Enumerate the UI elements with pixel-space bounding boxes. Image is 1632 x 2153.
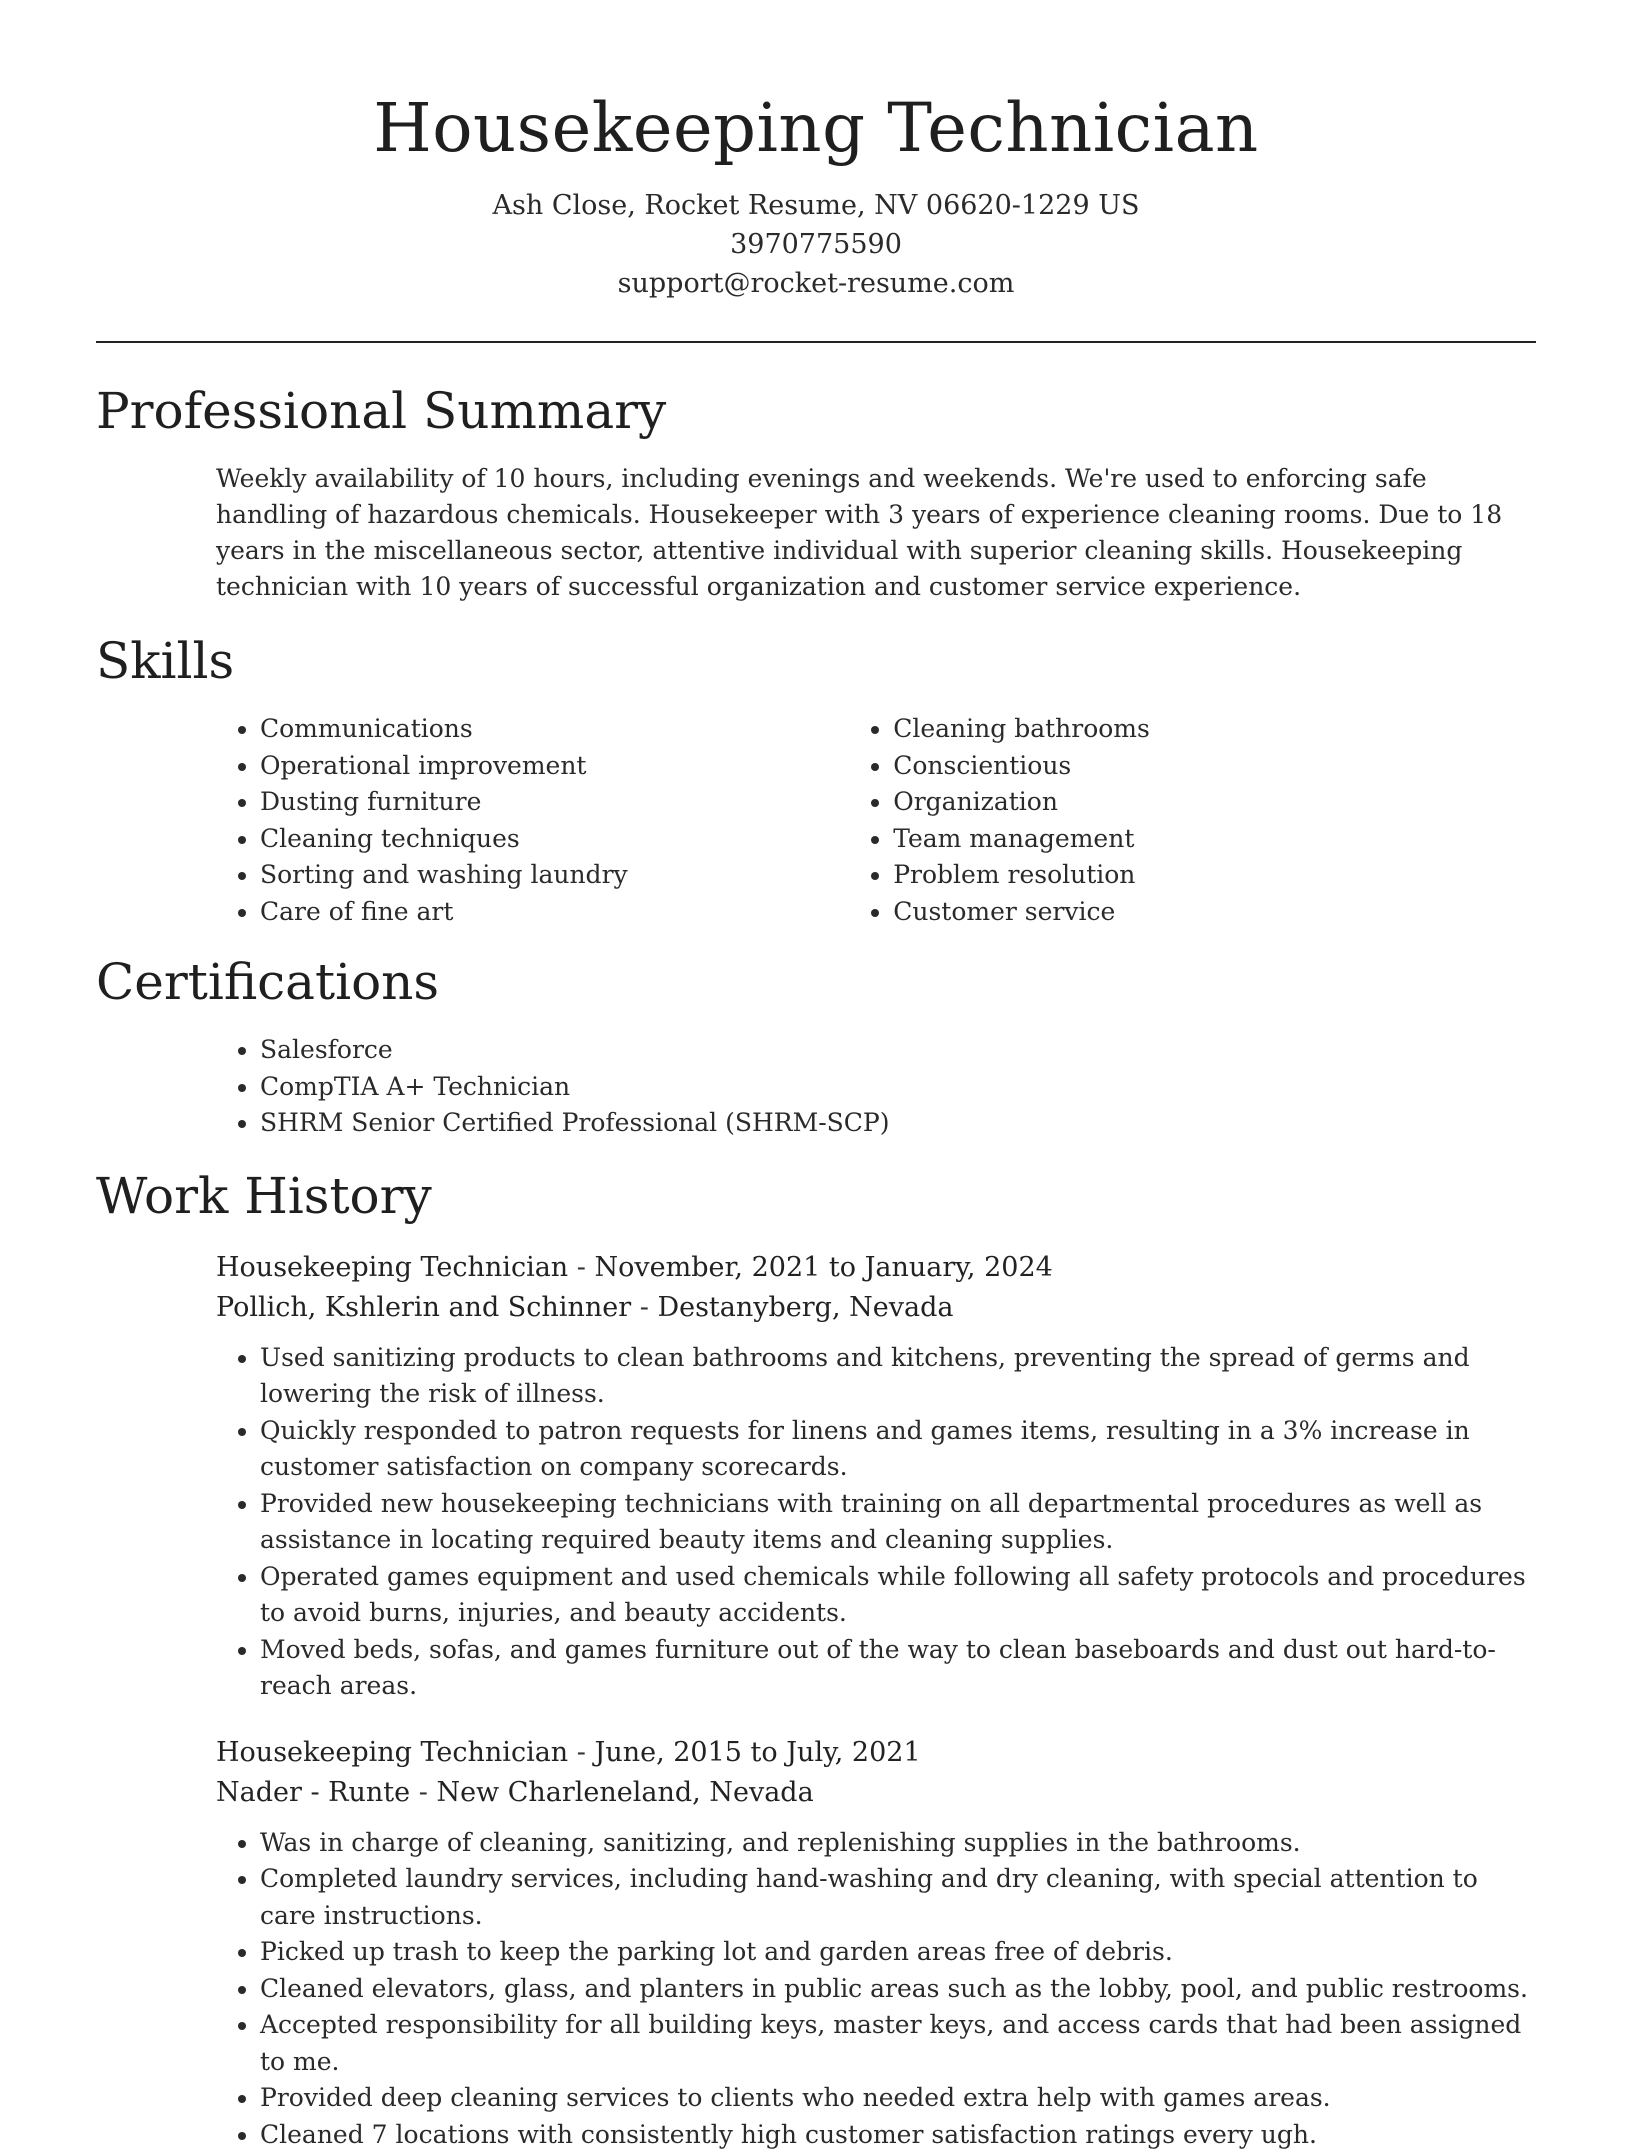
- skill-item: • Customer service: [893, 894, 1536, 931]
- work-history-heading: Work History: [96, 1166, 1536, 1226]
- job-bullet: • Completed laundry services, including hand-washing and dry cleaning, with special attention to care instructions.: [260, 1861, 1536, 1934]
- skill-item: • Operational improvement: [260, 748, 849, 785]
- job-dates: November, 2021 to January, 2024: [595, 1252, 1053, 1283]
- certification-item: • SHRM Senior Certified Professional (SHRM-SCP): [260, 1105, 1536, 1142]
- skills-columns: [216, 711, 1536, 930]
- job-location: New Charleneland, Nevada: [436, 1777, 813, 1808]
- job-bullet: • Picked up trash to keep the parking lot and garden areas free of debris.: [260, 1934, 1536, 1971]
- skills-list-right: [849, 711, 1536, 930]
- phone: 3970775590: [96, 225, 1536, 264]
- skill-item: • Team management: [893, 821, 1536, 858]
- skills-list-left: [216, 711, 849, 930]
- job-bullets: [216, 1340, 1536, 1705]
- summary-section: [96, 381, 1536, 605]
- job-entry: [216, 1733, 1536, 2153]
- job-title-line: [216, 1733, 1536, 1773]
- certifications-heading: Certifications: [96, 952, 1536, 1012]
- skills-section: [96, 631, 1536, 930]
- skill-item: • Care of fine art: [260, 894, 849, 931]
- job-bullet: • Provided new housekeeping technicians with training on all departmental procedures as well as assistance in locating required beauty items and cleaning supplies.: [260, 1486, 1536, 1559]
- skill-item: • Organization: [893, 784, 1536, 821]
- skill-item: • Problem resolution: [893, 857, 1536, 894]
- job-entry: [216, 1248, 1536, 1705]
- job-company: Pollich, Kshlerin and Schinner: [216, 1292, 631, 1323]
- certifications-section: [96, 952, 1536, 1142]
- separator: -: [419, 1777, 437, 1808]
- job-company-line: [216, 1773, 1536, 1813]
- job-bullet: • Quickly responded to patron requests for linens and games items, resulting in a 3% increase in customer satisfaction on company scorecards.: [260, 1413, 1536, 1486]
- job-company: Nader - Runte: [216, 1777, 410, 1808]
- job-bullet: • Accepted responsibility for all building keys, master keys, and access cards that had been assigned to me.: [260, 2007, 1536, 2080]
- job-bullets: [216, 1825, 1536, 2153]
- address: Ash Close, Rocket Resume, NV 06620-1229 US: [96, 186, 1536, 225]
- work-history-section: [96, 1166, 1536, 2153]
- skill-item: • Cleaning bathrooms: [893, 711, 1536, 748]
- job-dates: June, 2015 to July, 2021: [595, 1737, 921, 1768]
- job-location: Destanyberg, Nevada: [657, 1292, 953, 1323]
- separator: -: [577, 1252, 595, 1283]
- certifications-list: [216, 1032, 1536, 1142]
- email: support@rocket-resume.com: [96, 264, 1536, 303]
- candidate-name: Housekeeping Technician: [96, 0, 1536, 168]
- job-bullet: • Was in charge of cleaning, sanitizing, and replenishing supplies in the bathrooms.: [260, 1825, 1536, 1862]
- separator: -: [577, 1737, 595, 1768]
- job-bullet: • Cleaned elevators, glass, and planters in public areas such as the lobby, pool, and public restrooms.: [260, 1971, 1536, 2008]
- job-title-line: [216, 1248, 1536, 1288]
- header-divider: [96, 341, 1536, 343]
- summary-text: Weekly availability of 10 hours, including evenings and weekends. We're used to enforcing safe handling of hazardous chemicals. Housekeeper with 3 years of experience cleaning rooms. Due to 18 years in the miscellaneous sector, attentive individual with superior cleaning skills. Housekeeping technician with 10 years of successful organization and customer service experience.: [216, 461, 1536, 605]
- job-bullet: • Provided deep cleaning services to clients who needed extra help with games areas.: [260, 2080, 1536, 2117]
- job-bullet: • Cleaned 7 locations with consistently high customer satisfaction ratings every ugh.: [260, 2117, 1536, 2153]
- skill-item: • Sorting and washing laundry: [260, 857, 849, 894]
- separator: -: [640, 1292, 658, 1323]
- skill-item: • Communications: [260, 711, 849, 748]
- certifications-wrap: [216, 1032, 1536, 1142]
- certification-item: • Salesforce: [260, 1032, 1536, 1069]
- contact-info: [96, 186, 1536, 303]
- job-title: Housekeeping Technician: [216, 1252, 568, 1283]
- job-bullet: • Used sanitizing products to clean bathrooms and kitchens, preventing the spread of germs and lowering the risk of illness.: [260, 1340, 1536, 1413]
- job-company-line: [216, 1288, 1536, 1328]
- resume-page: [96, 0, 1536, 2153]
- job-title: Housekeeping Technician: [216, 1737, 568, 1768]
- summary-heading: Professional Summary: [96, 381, 1536, 441]
- skill-item: • Cleaning techniques: [260, 821, 849, 858]
- job-bullet: • Moved beds, sofas, and games furniture out of the way to clean baseboards and dust out hard-to-reach areas.: [260, 1632, 1536, 1705]
- skills-heading: Skills: [96, 631, 1536, 691]
- job-bullet: • Operated games equipment and used chemicals while following all safety protocols and procedures to avoid burns, injuries, and beauty accidents.: [260, 1559, 1536, 1632]
- skill-item: • Conscientious: [893, 748, 1536, 785]
- skill-item: • Dusting furniture: [260, 784, 849, 821]
- certification-item: • CompTIA A+ Technician: [260, 1069, 1536, 1106]
